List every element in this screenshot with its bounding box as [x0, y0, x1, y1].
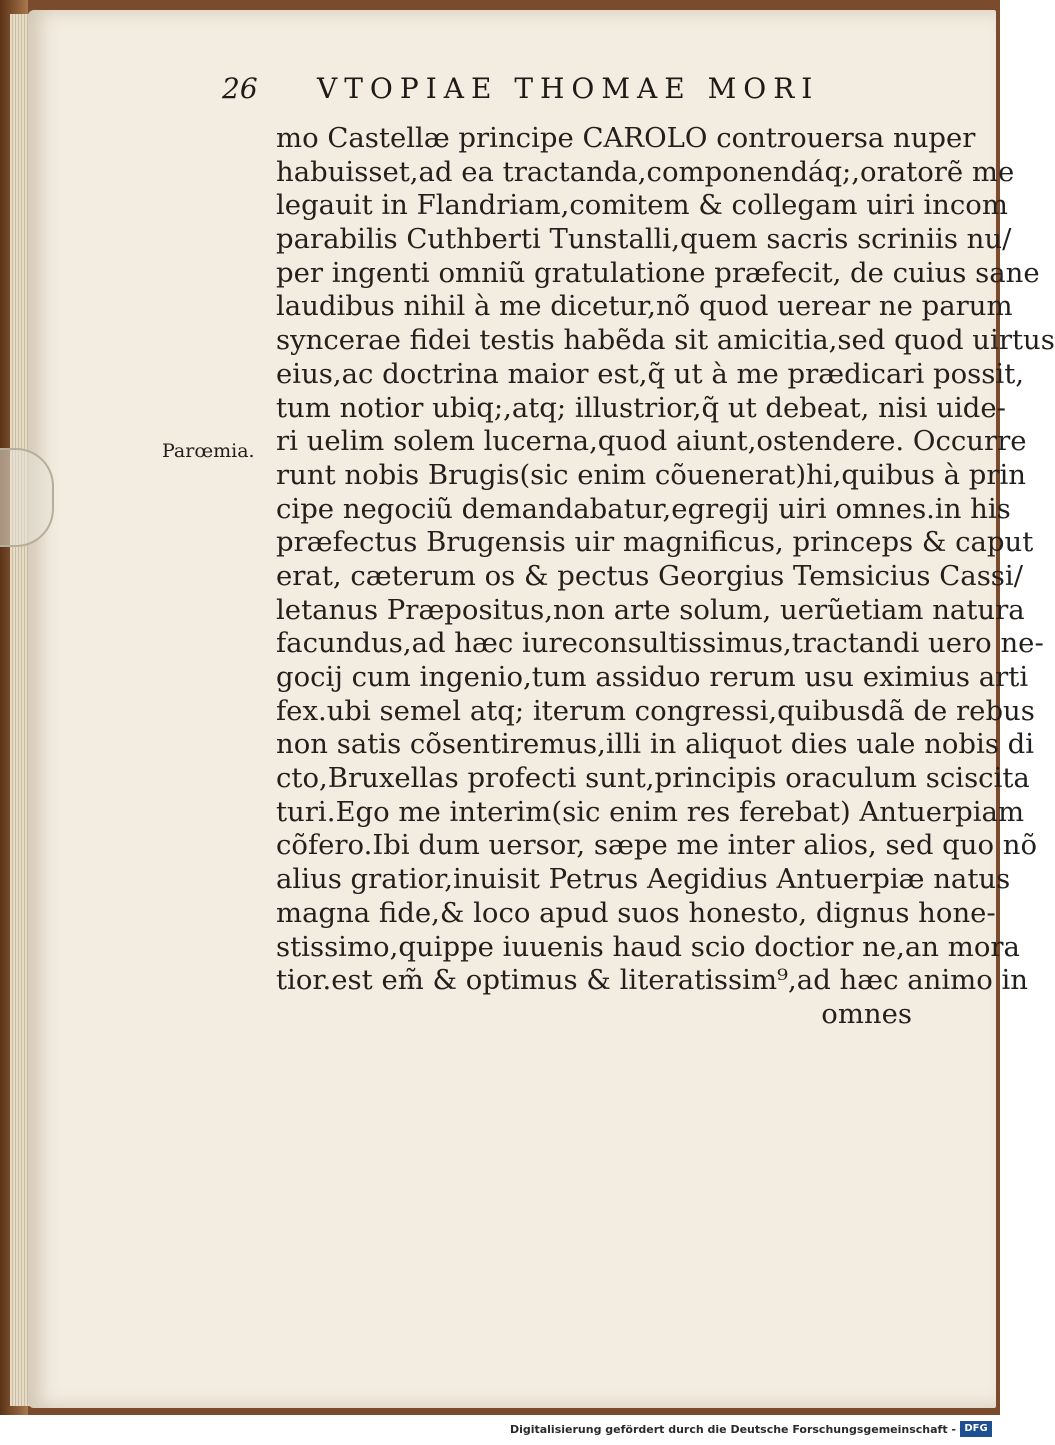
text-line: syncerae fidei testis habẽda sit amicitia,sed quod uirtus	[276, 324, 1055, 357]
text-line: cõfero.Ibi dum uersor, sæpe me inter alios, sed quo nõ	[276, 829, 1038, 862]
text-line: tum notior ubiq;,atq; illustrior,q̃ ut debeat, nisi uide-	[276, 391, 1006, 424]
dfg-logo-icon: DFG	[960, 1421, 992, 1437]
text-line: letanus Præpositus,non arte solum, uerũetiam natura	[276, 593, 1025, 626]
text-line: habuisset,ad ea tractanda,componendáq;,oratorẽ me	[276, 155, 1015, 188]
text-line: facundus,ad hæc iureconsultissimus,tractandi uero ne-	[276, 627, 1044, 660]
text-line: ri uelim solem lucerna,quod aiunt,ostendere. Occurre	[276, 425, 1027, 458]
text-line: tior.est em̃ & optimus & literatissim⁹,ad hæc animo in	[276, 964, 1029, 997]
funding-credit: Digitalisierung gefördert durch die Deutsche Forschungsgemeinschaft -	[509, 1423, 956, 1436]
marginal-note: Parœmia.	[162, 440, 255, 462]
text-line: parabilis Cuthberti Tunstalli,quem sacris scriniis nu/	[276, 223, 1012, 256]
text-line: cto,Bruxellas profecti sunt,principis oraculum sciscita	[276, 762, 1030, 795]
page-header	[222, 72, 912, 112]
text-line: cipe negociũ demandabatur,egregij uiri omnes.in his	[276, 492, 1011, 525]
text-line: fex.ubi semel atq; iterum congressi,quibusdã de rebus	[276, 694, 1035, 727]
page-clip-icon	[0, 448, 54, 547]
folio-number: 26	[222, 72, 258, 105]
text-line: alius gratior,inuisit Petrus Aegidius Antuerpiæ natus	[276, 863, 1011, 896]
text-line: runt nobis Brugis(sic enim cõuenerat)hi,quibus à prin	[276, 458, 1027, 491]
text-line: erat, cæterum os & pectus Georgius Temsicius Cassi/	[276, 559, 1023, 592]
catchword: omnes	[821, 997, 912, 1030]
running-title: VTOPIAE THOMAE MORI	[317, 72, 820, 105]
text-line: gocij cum ingenio,tum assiduo rerum usu eximius arti	[276, 661, 1029, 693]
text-line: laudibus nihil à me dicetur,nõ quod uerear ne parum	[276, 290, 1013, 323]
text-line: stissimo,quippe iuuenis haud scio doctior ne,an mora	[276, 930, 1020, 963]
text-line: legauit in Flandriam,comitem & collegam uiri incom	[276, 189, 1008, 222]
text-line: mo Castellæ principe CAROLO controuersa nuper	[276, 122, 976, 154]
body-text	[276, 122, 1055, 1032]
text-line: per ingenti omniũ gratulatione præfecit, de cuius sane	[276, 256, 1040, 289]
digitization-footer	[0, 1418, 1000, 1445]
text-line: magna fide,& loco apud suos honesto, dignus hone-	[276, 896, 996, 929]
text-line: non satis cõsentiremus,illi in aliquot dies uale nobis di	[276, 728, 1035, 761]
text-line: præfectus Brugensis uir magnificus, princeps & caput	[276, 526, 1034, 559]
text-line: turi.Ego me interim(sic enim res ferebat) Antuerpiam	[276, 795, 1025, 828]
text-line: eius,ac doctrina maior est,q̃ ut à me prædicari possit,	[276, 357, 1024, 390]
